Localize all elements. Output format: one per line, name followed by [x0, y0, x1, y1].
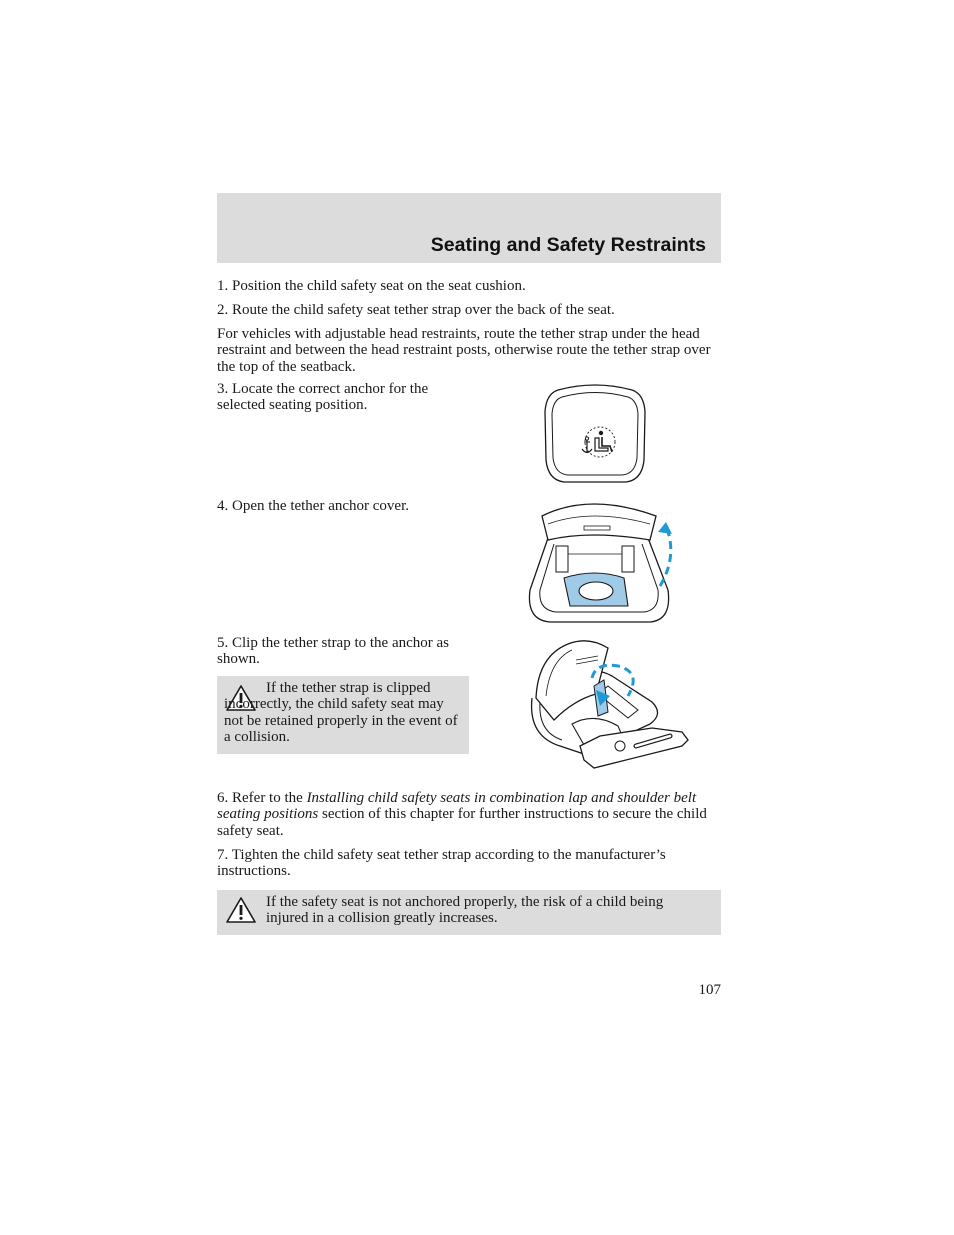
warning-triangle-icon — [225, 896, 257, 924]
page-number: 107 — [698, 982, 721, 998]
step-5: 5. Clip the tether strap to the anchor as shown. — [217, 635, 450, 668]
step-1: 1. Position the child safety seat on the seat cushion. — [217, 278, 526, 294]
step-6-section-reference: Installing child safety seats in combination lap and shoulder belt seating positions — [217, 790, 697, 823]
warning-text-tether: If the tether strap is clipped incorrectly, the child safety seat may not be retained properly in the event of a collision. — [224, 680, 458, 746]
warning-text-anchoring: If the safety seat is not anchored properly, the risk of a child being injured in a collision greatly increases. — [266, 894, 664, 927]
step-6-prefix: 6. Refer to the — [217, 790, 307, 806]
step-2: 2. Route the child safety seat tether strap over the back of the seat. — [217, 302, 615, 318]
section-title: Seating and Safety Restraints — [430, 234, 706, 256]
tether-clip-illustration — [524, 636, 690, 780]
step-6 — [217, 790, 721, 839]
step-7: 7. Tighten the child safety seat tether strap according to the manufacturer’s instructions. — [217, 847, 666, 880]
anchor-cover-closed-illustration — [540, 382, 650, 486]
step-6-suffix: section of this chapter for further instructions to secure the child safety seat. — [217, 806, 707, 839]
head-restraint-note: For vehicles with adjustable head restraints, route the tether strap under the head restraint and between the head restraint posts, otherwise route the tether strap over the top of the seatback. — [217, 326, 711, 375]
warning-box-anchoring — [217, 890, 721, 935]
anchor-cover-open-illustration — [520, 494, 680, 628]
section-header — [217, 193, 721, 263]
step-3: 3. Locate the correct anchor for the selected seating position. — [217, 381, 429, 414]
warning-box-tether — [217, 676, 469, 754]
step-4: 4. Open the tether anchor cover. — [217, 498, 410, 514]
